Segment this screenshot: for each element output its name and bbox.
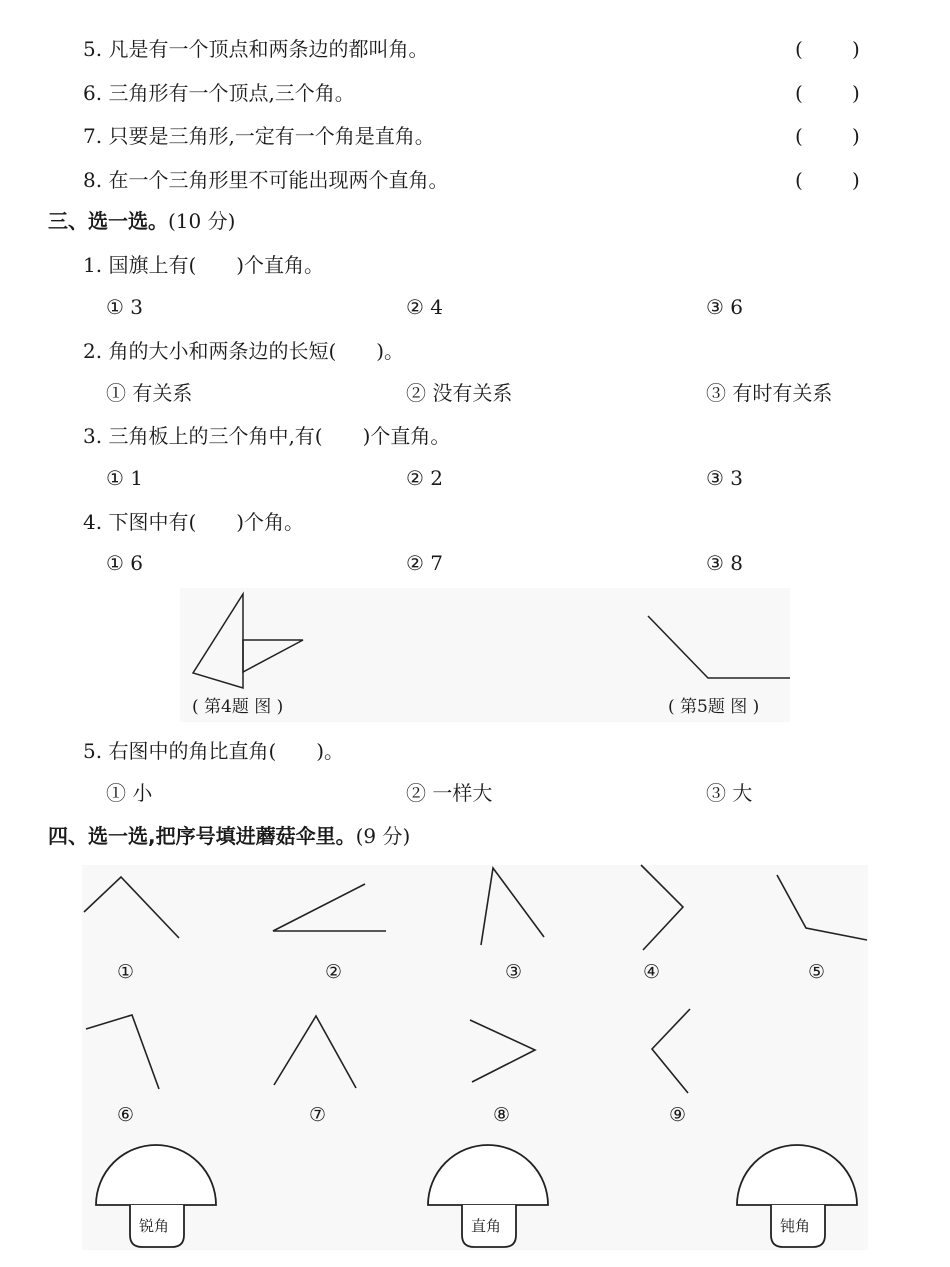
q3-option-2[interactable]: ② 2 bbox=[406, 466, 444, 490]
q3-option-3[interactable]: ③ 3 bbox=[706, 466, 744, 490]
angle-6 bbox=[86, 1015, 159, 1089]
section4-title: 四、选一选,把序号填进蘑菇伞里。 bbox=[48, 824, 356, 848]
question-2: 2. 角的大小和两条边的长短( )。 bbox=[83, 339, 405, 363]
question-5: 5. 右图中的角比直角( )。 bbox=[83, 739, 345, 763]
angle-number-5: ⑤ bbox=[808, 961, 826, 983]
judge-item-7: 7. 只要是三角形,一定有一个角是直角。 bbox=[83, 124, 435, 148]
q5-option-2[interactable]: ② 一样大 bbox=[406, 781, 493, 805]
q2-option-2[interactable]: ② 没有关系 bbox=[406, 381, 513, 405]
angle-number-6: ⑥ bbox=[117, 1104, 135, 1126]
paren-close: ) bbox=[852, 124, 860, 148]
q5-option-1[interactable]: ① 小 bbox=[106, 781, 153, 805]
angle-1 bbox=[84, 877, 179, 938]
judge-item-5: 5. 凡是有一个顶点和两条边的都叫角。 bbox=[83, 37, 429, 61]
mushroom-label-acute: 锐角 bbox=[139, 1217, 170, 1235]
question-4: 4. 下图中有( )个角。 bbox=[83, 510, 305, 534]
fig4-caption: ( 第4题 图 ) bbox=[192, 697, 284, 717]
question-1: 1. 国旗上有( )个直角。 bbox=[83, 253, 325, 277]
angle-number-4: ④ bbox=[643, 961, 661, 983]
q2-option-3[interactable]: ③ 有时有关系 bbox=[706, 381, 833, 405]
mushroom-label-right: 直角 bbox=[471, 1217, 502, 1235]
angle-5 bbox=[777, 875, 867, 940]
q4-option-3[interactable]: ③ 8 bbox=[706, 551, 744, 575]
q1-option-2[interactable]: ② 4 bbox=[406, 295, 444, 319]
paren-open: ( bbox=[795, 124, 803, 148]
angle-2 bbox=[273, 884, 386, 931]
paren-open: ( bbox=[795, 37, 803, 61]
q4-option-1[interactable]: ① 6 bbox=[106, 551, 144, 575]
section3-points: (10 分) bbox=[168, 209, 236, 233]
angle-number-2: ② bbox=[325, 961, 343, 983]
fig5-caption: ( 第5题 图 ) bbox=[668, 697, 760, 717]
q4-option-2[interactable]: ② 7 bbox=[406, 551, 444, 575]
paren-close: ) bbox=[852, 81, 860, 105]
paren-open: ( bbox=[795, 168, 803, 192]
question-3: 3. 三角板上的三个角中,有( )个直角。 bbox=[83, 424, 451, 448]
angle-number-7: ⑦ bbox=[309, 1104, 327, 1126]
judge-item-6: 6. 三角形有一个顶点,三个角。 bbox=[83, 81, 355, 105]
angle-8 bbox=[470, 1020, 535, 1082]
angle-number-1: ① bbox=[117, 961, 135, 983]
mushroom-label-obtuse: 钝角 bbox=[780, 1217, 811, 1235]
section3-title: 三、选一选。 bbox=[48, 209, 168, 233]
angle-number-8: ⑧ bbox=[493, 1104, 511, 1126]
angle-number-3: ③ bbox=[505, 961, 523, 983]
angle-number-9: ⑨ bbox=[669, 1104, 687, 1126]
section4-points: (9 分) bbox=[355, 824, 411, 848]
angle-7 bbox=[274, 1016, 356, 1088]
q5-option-3[interactable]: ③ 大 bbox=[706, 781, 753, 805]
q1-option-1[interactable]: ① 3 bbox=[106, 295, 144, 319]
angle-9 bbox=[652, 1009, 690, 1093]
paren-close: ) bbox=[852, 168, 860, 192]
paren-open: ( bbox=[795, 81, 803, 105]
paren-close: ) bbox=[852, 37, 860, 61]
angle-4 bbox=[641, 865, 683, 950]
q1-option-3[interactable]: ③ 6 bbox=[706, 295, 744, 319]
q3-option-1[interactable]: ① 1 bbox=[106, 466, 144, 490]
judge-item-8: 8. 在一个三角形里不可能出现两个直角。 bbox=[83, 168, 449, 192]
q2-option-1[interactable]: ① 有关系 bbox=[106, 381, 193, 405]
angle-3 bbox=[481, 868, 544, 945]
